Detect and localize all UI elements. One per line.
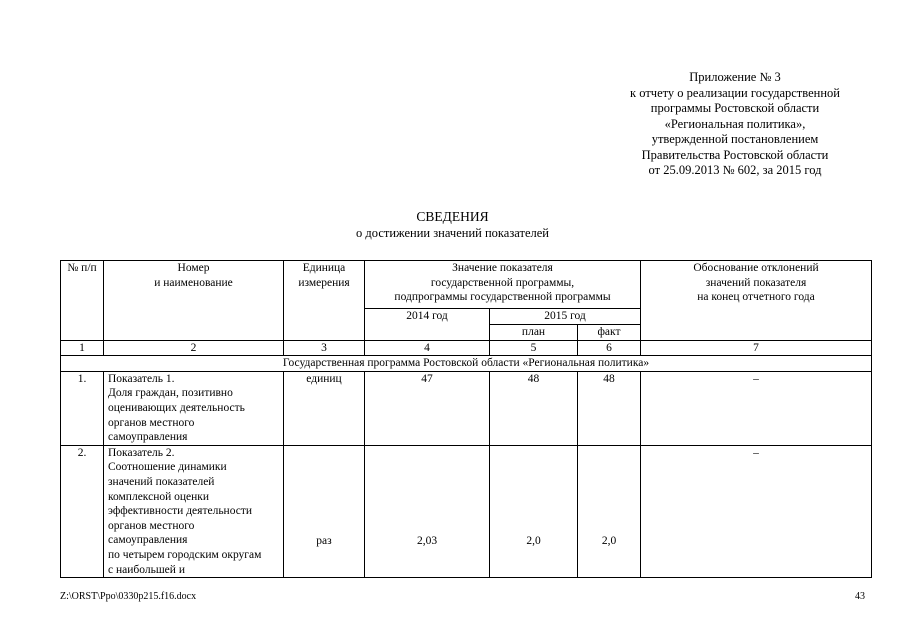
appendix-line: к отчету о реализации государственной [630, 85, 840, 100]
document-subtitle: о достижении значений показателей [356, 226, 549, 240]
row-name: Показатель 1. Доля граждан, позитивно оценивающих деятельность органов местного самоуправления [104, 371, 284, 445]
row-fact: 2,0 [578, 445, 641, 577]
row-2014: 47 [365, 371, 490, 445]
appendix-block [590, 70, 880, 179]
footer-file-path: Z:\ORST\Ppo\0330p215.f16.docx [60, 591, 197, 602]
col-number: 5 [490, 340, 578, 356]
row-reason: – [641, 445, 872, 577]
col-number: 3 [284, 340, 365, 356]
header-2015: 2015 год [490, 309, 641, 325]
row-2014: 2,03 [365, 445, 490, 577]
header-plan: план [490, 324, 578, 340]
row-num: 1. [61, 371, 104, 445]
section-title: Государственная программа Ростовской области «Региональная политика» [61, 356, 872, 372]
col-number: 2 [104, 340, 284, 356]
indicators-table [60, 260, 872, 578]
header-num: № п/п [61, 261, 104, 341]
row-plan: 48 [490, 371, 578, 445]
page-number: 43 [855, 591, 865, 602]
header-name: Номер и наименование [104, 261, 284, 341]
row-reason: – [641, 371, 872, 445]
appendix-line: «Региональная политика», [664, 116, 806, 131]
header-value: Значение показателя государственной программы, подпрограммы государственной программы [365, 261, 641, 309]
row-unit: раз [284, 445, 365, 577]
table-row [61, 445, 872, 577]
column-numbers-row [61, 340, 872, 356]
header-row [61, 261, 872, 309]
header-2014: 2014 год [365, 309, 490, 341]
row-fact: 48 [578, 371, 641, 445]
appendix-line: Приложение № 3 [689, 70, 781, 84]
appendix-line: утвержденной постановлением [651, 132, 819, 146]
row-unit: единиц [284, 371, 365, 445]
appendix-line: программы Ростовской области [650, 101, 820, 115]
col-number: 1 [61, 340, 104, 356]
header-fact: факт [578, 324, 641, 340]
document-title: СВЕДЕНИЯ [416, 209, 489, 224]
col-number: 7 [641, 340, 872, 356]
row-plan: 2,0 [490, 445, 578, 577]
header-unit: Единица измерения [284, 261, 365, 341]
col-number: 6 [578, 340, 641, 356]
row-num: 2. [61, 445, 104, 577]
document-heading [0, 209, 905, 241]
table-row [61, 371, 872, 445]
header-reason: Обоснование отклонений значений показателя на конец отчетного года [641, 261, 872, 341]
appendix-line: Правительства Ростовской области [641, 147, 829, 162]
row-name: Показатель 2. Соотношение динамики значений показателей комплексной оценки эффективности деятельности органов местного самоуправления по четырем городским округам с наибольшей и [104, 445, 284, 577]
appendix-line: от 25.09.2013 № 602, за 2015 год [648, 163, 822, 177]
col-number: 4 [365, 340, 490, 356]
section-row [61, 356, 872, 372]
